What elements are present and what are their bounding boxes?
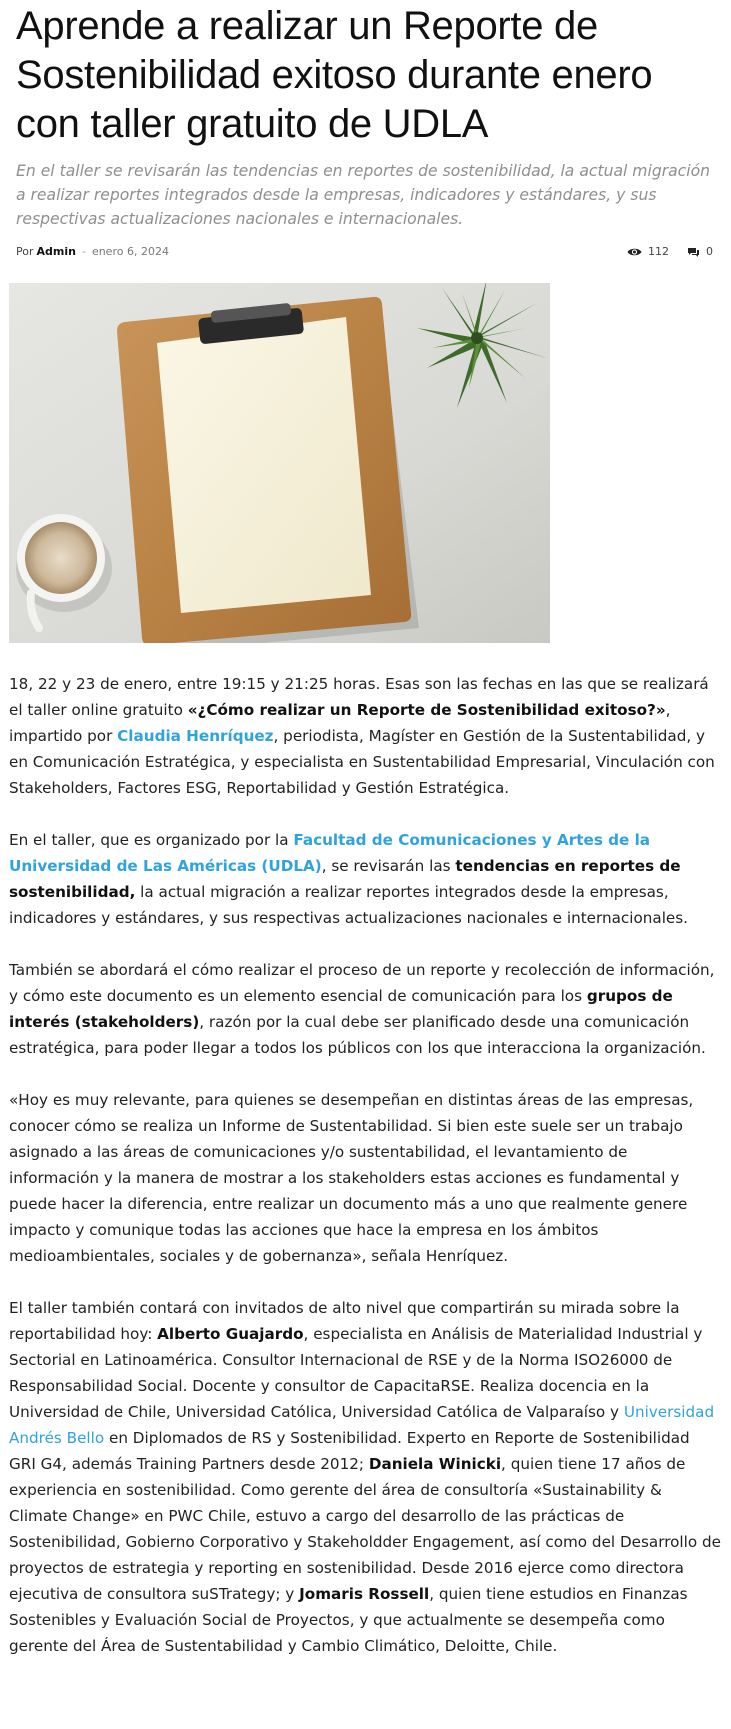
paragraph-3: También se abordará el cómo realizar el proceso de un reporte y recolección de información, y cómo este documento es un elemento esencial de comunicación para los grupos de interés (stakeholders), razón por la cual debe ser planificado desde una comunicación estratégica, para poder llegar a todos los públicos con los que interacciona la organización. [9,961,715,1057]
eye-icon [627,247,642,257]
comments-count[interactable] [687,243,713,261]
hero-image [9,283,550,643]
author-link[interactable]: Admin [36,245,76,258]
comment-icon [687,247,700,258]
comments-value: 0 [706,245,713,258]
link-udla-faculty[interactable]: Facultad de Comunicaciones y Artes de la Universidad de Las Américas (UDLA) [9,831,651,875]
article-stats [627,243,713,261]
by-label: Por [16,245,34,258]
paragraph-2: En el taller, que es organizado por la Facultad de Comunicaciones y Artes de la Universidad de Las Américas (UDLA), se revisarán las tendencias en reportes de sostenibilidad, la actual migración a realizar reportes integrados desde la empresas, indicadores y estándares, y sus respectivas actualizaciones nacionales e internacionales. [9,831,689,927]
clipboard-illustration [9,283,550,643]
paragraph-5: El taller también contará con invitados de alto nivel que compartirán su mirada sobre la reportabilidad hoy: Alberto Guajardo, especialista en Análisis de Materialidad Industrial y Sectorial en Latinoamérica. Consultor Internacional de RSE y de la Norma ISO26000 de Responsabilidad Social. Docente y consultor de CapacitaRSE. Realiza docencia en la Universidad de Chile, Universidad Católica, Universidad Católica de Valparaíso y Universidad Andrés Bello en Diplomados de RS y Sostenibilidad. Experto en Reporte de Sostenibilidad GRI G4, además Training Partners desde 2012; Daniela Winicki, quien tiene 17 años de experiencia en sostenibilidad. Como gerente del área de consultoría «Sustainability & Climate Change» en PWC Chile, estuvo a cargo del desarrollo de las prácticas de Sostenibilidad, Gobierno Corporativo y Stakeholdder Engagement, así como del Desarrollo de proyectos de estrategia y reporting en sostenibilidad. Desde 2016 ejerce como directora ejecutiva de consultora suSTrategy; y Jomaris Rossell, quien tiene estudios en Finanzas Sostenibles y Evaluación Social de Proyectos, y que actualmente se desempeña como gerente del Área de Sustentabilidad y Cambio Climático, Deloitte, Chile. [9,1299,721,1655]
paragraph-4-quote: «Hoy es muy relevante, para quienes se desempeñan en distintas áreas de las empresas, conocer cómo se realiza un Informe de Sustentabilidad. Si bien este suele ser un trabajo asignado a las áreas de comunicaciones y/o sustentabilidad, el levantamiento de información y la manera de mostrar a los stakeholders estas acciones es fundamental y puede hacer la diferencia, entre realizar un documento más a uno que realmente genere impacto y comunique todas las acciones que hace la empresa en los ámbitos medioambientales, sociales y de gobernanza», señala Henríquez. [9,1091,694,1265]
workshop-name: «¿Cómo realizar un Reporte de Sostenibilidad exitoso?» [187,701,666,719]
meta-separator: - [81,245,86,258]
article-meta [16,243,716,261]
article-title: Aprende a realizar un Reporte de Sostenibilidad exitoso durante enero con taller gratuito de UDLA [16,4,653,146]
views-value: 112 [648,245,669,258]
link-universidad-andres-bello[interactable]: Universidad Andrés Bello [9,1403,715,1447]
publish-date: enero 6, 2024 [91,245,169,258]
paragraph-1: 18, 22 y 23 de enero, entre 19:15 y 21:25 horas. Esas son las fechas en las que se realizará el taller online gratuito «¿Cómo realizar un Reporte de Sostenibilidad exitoso?», impartido por Claudia Henríquez, periodista, Magíster en Gestión de la Sustentabilidad, y en Comunicación Estratégica, y especialista en Sustentabilidad Empresarial, Vinculación con Stakeholders, Factores ESG, Reportabilidad y Gestión Estratégica. [9,675,715,797]
article-body [9,671,721,1685]
views-count [627,243,669,261]
link-claudia-henriquez[interactable]: Claudia Henríquez [117,727,274,745]
article-subtitle: En el taller se revisarán las tendencias en reportes de sostenibilidad, la actual migración a realizar reportes integrados desde la empresas, indicadores y estándares, y sus respectivas actualizaciones nacionales e internacionales. [16,162,711,228]
